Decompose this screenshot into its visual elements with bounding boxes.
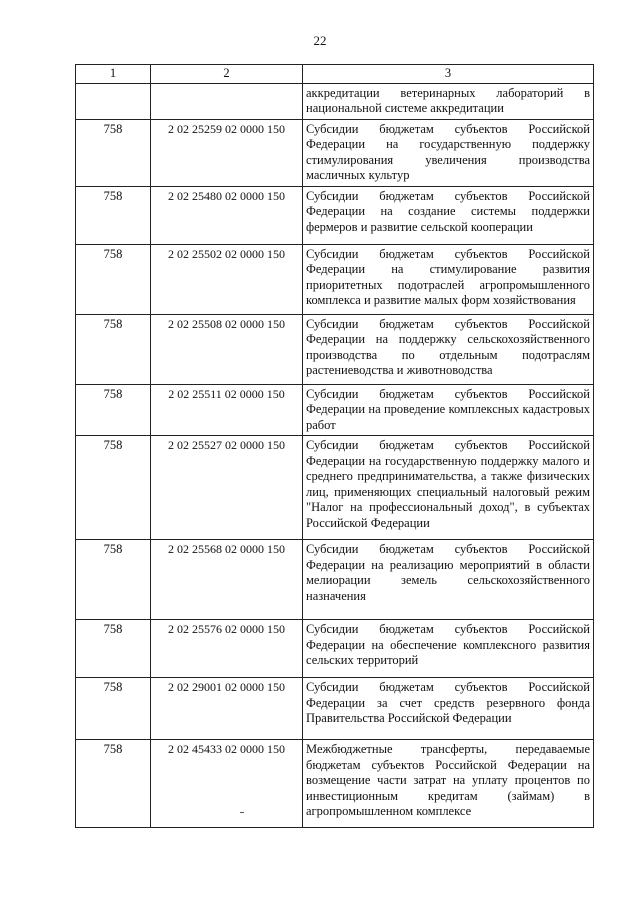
- description-cell: Межбюджетные трансферты, передаваемые бюджетам субъектов Российской Федерации на возмещение части затрат на уплату процентов по инвестиционным кредитам (займам) в агропромышленном комплексе: [303, 740, 594, 828]
- table-row: [76, 119, 594, 186]
- admin-code-cell: 758: [76, 384, 151, 436]
- column-header-2: 2: [151, 65, 303, 84]
- table-row: [76, 244, 594, 314]
- description-cell: Субсидии бюджетам субъектов Российской Федерации на обеспечение комплексного развития сельских территорий: [303, 620, 594, 678]
- column-header-1: 1: [76, 65, 151, 84]
- admin-code-cell: 758: [76, 740, 151, 828]
- budget-code-cell: 2 02 45433 02 0000 150: [151, 740, 303, 828]
- budget-code-cell: 2 02 25502 02 0000 150: [151, 244, 303, 314]
- admin-code-cell: 758: [76, 436, 151, 540]
- page-number: 22: [313, 33, 327, 48]
- budget-code-cell: 2 02 25480 02 0000 150: [151, 186, 303, 244]
- table-row-continuation: [76, 83, 594, 119]
- description-cell: Субсидии бюджетам субъектов Российской Федерации на реализацию мероприятий в области мелиорации земель сельскохозяйственного назначения: [303, 540, 594, 620]
- table-row: [76, 314, 594, 384]
- admin-code-cell: 758: [76, 540, 151, 620]
- column-header-3: 3: [303, 65, 594, 84]
- table-row: [76, 186, 594, 244]
- budget-code-cell: 2 02 29001 02 0000 150: [151, 678, 303, 740]
- table-row: [76, 620, 594, 678]
- scan-artifact-mark: [240, 812, 244, 813]
- budget-code-cell: 2 02 25259 02 0000 150: [151, 119, 303, 186]
- description-cell: Субсидии бюджетам субъектов Российской Федерации на поддержку сельскохозяйственного производства по отдельным подотраслям растениеводства и животноводства: [303, 314, 594, 384]
- budget-codes-table: [75, 64, 594, 828]
- table-row: [76, 384, 594, 436]
- budget-code-cell: 2 02 25568 02 0000 150: [151, 540, 303, 620]
- empty-cell: [151, 83, 303, 119]
- admin-code-cell: 758: [76, 186, 151, 244]
- admin-code-cell: 758: [76, 119, 151, 186]
- table-row: [76, 436, 594, 540]
- admin-code-cell: 758: [76, 314, 151, 384]
- description-cell: Субсидии бюджетам субъектов Российской Федерации на стимулирование развития приоритетных подотраслей агропромышленного комплекса и развитие малых форм хозяйствования: [303, 244, 594, 314]
- admin-code-cell: 758: [76, 244, 151, 314]
- continuation-text: аккредитации ветеринарных лабораторий в национальной системе аккредитации: [303, 83, 594, 119]
- budget-code-cell: 2 02 25576 02 0000 150: [151, 620, 303, 678]
- admin-code-cell: 758: [76, 620, 151, 678]
- admin-code-cell: 758: [76, 678, 151, 740]
- table-header-row: [76, 65, 594, 84]
- description-cell: Субсидии бюджетам субъектов Российской Федерации на государственную поддержку малого и среднего предпринимательства, а также физических лиц, применяющих специальный налоговый режим "Налог на профессиональный доход", в субъектах Российской Федерации: [303, 436, 594, 540]
- description-cell: Субсидии бюджетам субъектов Российской Федерации на проведение комплексных кадастровых работ: [303, 384, 594, 436]
- budget-code-cell: 2 02 25508 02 0000 150: [151, 314, 303, 384]
- empty-cell: [76, 83, 151, 119]
- description-cell: Субсидии бюджетам субъектов Российской Федерации за счет средств резервного фонда Правительства Российской Федерации: [303, 678, 594, 740]
- table-row: [76, 540, 594, 620]
- description-cell: Субсидии бюджетам субъектов Российской Федерации на создание системы поддержки фермеров и развитие сельской кооперации: [303, 186, 594, 244]
- budget-code-cell: 2 02 25527 02 0000 150: [151, 436, 303, 540]
- description-cell: Субсидии бюджетам субъектов Российской Федерации на государственную поддержку стимулирования увеличения производства масличных культур: [303, 119, 594, 186]
- table-row: [76, 740, 594, 828]
- budget-code-cell: 2 02 25511 02 0000 150: [151, 384, 303, 436]
- table-row: [76, 678, 594, 740]
